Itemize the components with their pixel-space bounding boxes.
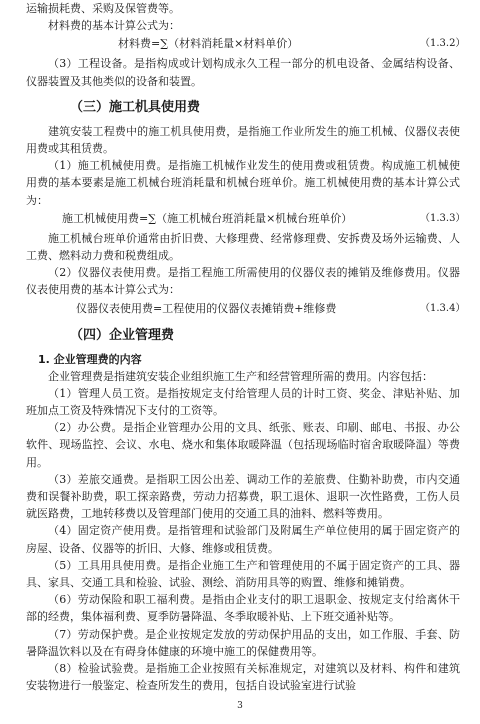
subsection-heading-management-content: 1. 企业管理费的内容	[38, 352, 142, 366]
list-item-8: （8）检验试验费。是指施工企业按照有关标准规定，对建筑以及材料、构件和建筑安装物进行一般鉴定、检查所发生的费用，包括自设试验室进行试验	[26, 662, 460, 693]
list-item-7: （7）劳动保护费。是企业按规定发放的劳动保护用品的支出，如工作服、手套、防暑降温饮料以及在有碍身体健康的环境中施工的保健费用等。	[26, 627, 460, 658]
paragraph-instrument: （2）仪器仪表使用费。是指工程施工所需使用的仪器仪表的摊销及维修费用。仪器仪表使用费的基本计算公式为：	[26, 266, 460, 297]
equation-number: （1.3.3）	[420, 212, 466, 224]
section-heading-machine: （三）施工机具使用费	[70, 99, 201, 115]
list-item-1: （1）管理人员工资。是指按规定支付给管理人员的计时工资、奖金、津贴补贴、加班加点工资及特殊情况下支付的工资等。	[26, 386, 460, 418]
paragraph-management-intro: 企业管理费是指建筑安装企业组织施工生产和经营管理所需的费用。内容包括：	[48, 369, 433, 383]
section-heading-management: （四）企业管理费	[70, 327, 175, 343]
paragraph-machine-intro: 建筑安装工程费中的施工机具使用费，是指施工作业所发生的施工机械、仪器仪表使用费或其租赁费。	[26, 124, 460, 156]
list-item-4: （4）固定资产使用费。是指管理和试验部门及附属生产单位使用的属于固定资产的房屋、设备、仪器等的折旧、大修、维修或租赁费。	[26, 524, 460, 555]
paragraph-top: 运输损耗费、采购及保管费等。	[26, 2, 180, 15]
equation-formula: 施工机械使用费=∑（施工机械台班消耗量×机械台班单价）	[62, 211, 353, 225]
list-item-2: （2）办公费。是指企业管理办公用的文具、纸张、账表、印刷、邮电、书报、办公软件、现场监控、会议、水电、烧水和集体取暖降温（包括现场临时宿舍取暖降温）等费用。	[26, 421, 460, 469]
paragraph-machine-2: 施工机械台班单价通常由折旧费、大修理费、经常修理费、安拆费及场外运输费、人工费、燃料动力费和税费组成。	[26, 231, 460, 263]
equation-1-3-2	[26, 35, 466, 53]
page-number: 3	[237, 701, 243, 711]
list-item-6: （6）劳动保险和职工福利费。是指由企业支付的职工退职金、按规定支付给离休干部的经费，集体福利费、夏季防暑降温、冬季取暖补贴、上下班交通补贴等。	[26, 593, 460, 624]
equation-1-3-4	[26, 300, 466, 318]
paragraph-material-intro: 材料费的基本计算公式为：	[48, 19, 180, 33]
equation-formula: 仪器仪表使用费=工程使用的仪器仪表摊销费+维修费	[76, 301, 337, 315]
paragraph-machine-1: （1）施工机械使用费。是指施工机械作业发生的使用费或租赁费。构成施工机械使用费的基本要素是施工机械台班消耗量和机械台班单价。施工机械使用费的基本计算公式为：	[26, 159, 460, 207]
list-item-3: （3）差旅交通费。是指职工因公出差、调动工作的差旅费、住勤补助费，市内交通费和误餐补助费，职工探亲路费，劳动力招募费，职工退休、退职一次性路费，工伤人员就医路费，工地转移费以及管理部门使用的交通工具的油料、燃料等费用。	[26, 472, 460, 521]
equation-formula: 材料费=∑（材料消耗量×材料单价）	[118, 37, 299, 51]
equation-number: （1.3.2）	[420, 38, 466, 50]
list-item-5: （5）工具用具使用费。是指企业施工生产和管理使用的不属于固定资产的工具、器具、家具、交通工具和检验、试验、测绘、消防用具等的购置、维修和摊销费。	[26, 558, 460, 590]
equation-number: （1.3.4）	[420, 302, 466, 314]
paragraph-equipment: （3）工程设备。是指构成或计划构成永久工程一部分的机电设备、金属结构设备、仪器装置及其他类似的设备和装置。	[26, 57, 460, 88]
equation-1-3-3	[26, 210, 466, 228]
